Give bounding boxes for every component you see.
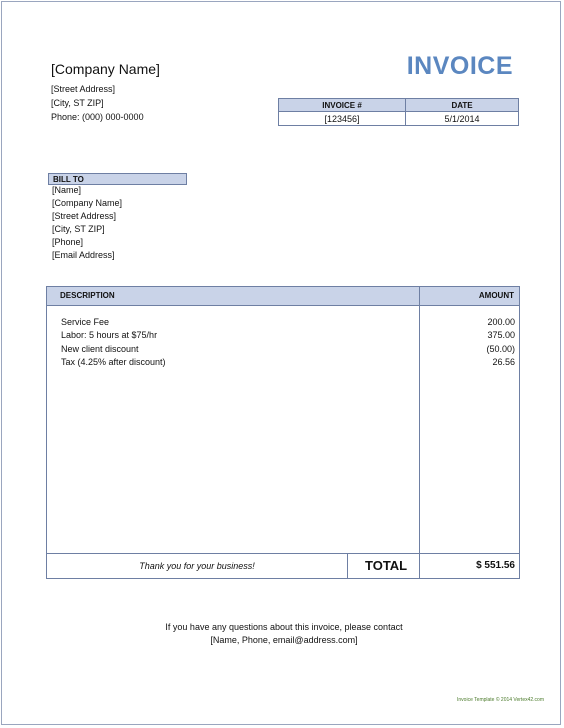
totals-row bbox=[47, 553, 519, 579]
bill-to-name: [Name] bbox=[52, 185, 82, 195]
invoice-title: INVOICE bbox=[406, 52, 513, 80]
invoice-meta-table bbox=[278, 98, 519, 126]
bill-to-city: [City, ST ZIP] bbox=[52, 224, 105, 234]
company-phone: Phone: (000) 000-0000 bbox=[51, 112, 144, 122]
column-divider bbox=[347, 554, 348, 579]
bill-to-email: [Email Address] bbox=[52, 250, 115, 260]
contact-line: If you have any questions about this invoice, please contact bbox=[165, 622, 403, 632]
item-amount: (50.00) bbox=[486, 344, 515, 354]
bill-to-header: BILL TO bbox=[48, 173, 187, 185]
item-amount: 375.00 bbox=[487, 330, 515, 340]
company-name: [Company Name] bbox=[51, 61, 160, 77]
bill-to-street: [Street Address] bbox=[52, 211, 117, 221]
city-state-zip: [City, ST ZIP] bbox=[51, 98, 104, 108]
item-description: New client discount bbox=[61, 344, 139, 354]
invoice-page bbox=[1, 1, 561, 725]
date-label: DATE bbox=[406, 99, 519, 112]
item-description: Tax (4.25% after discount) bbox=[61, 357, 166, 367]
copyright-note: Invoice Template © 2014 Vertex42.com bbox=[457, 697, 544, 703]
thank-you-message: Thank you for your business! bbox=[139, 561, 255, 571]
date-value[interactable]: 5/1/2014 bbox=[406, 112, 519, 126]
amount-header: AMOUNT bbox=[478, 291, 514, 300]
contact-details: [Name, Phone, email@address.com] bbox=[210, 635, 358, 645]
item-description: Service Fee bbox=[61, 317, 110, 327]
description-header: DESCRIPTION bbox=[60, 291, 115, 300]
line-items-header bbox=[47, 287, 519, 306]
item-description: Labor: 5 hours at $75/hr bbox=[61, 330, 158, 340]
invoice-number-value[interactable]: [123456] bbox=[279, 112, 406, 126]
total-value: $ 551.56 bbox=[476, 560, 515, 571]
column-divider bbox=[419, 287, 420, 553]
street-address: [Street Address] bbox=[51, 84, 116, 94]
bill-to-phone: [Phone] bbox=[52, 237, 84, 247]
item-amount: 26.56 bbox=[492, 357, 515, 367]
item-amount: 200.00 bbox=[487, 317, 515, 327]
invoice-number-label: INVOICE # bbox=[279, 99, 406, 112]
bill-to-company: [Company Name] bbox=[52, 198, 123, 208]
total-label: TOTAL bbox=[365, 558, 408, 573]
line-items-table bbox=[46, 286, 520, 579]
column-divider bbox=[419, 554, 420, 579]
